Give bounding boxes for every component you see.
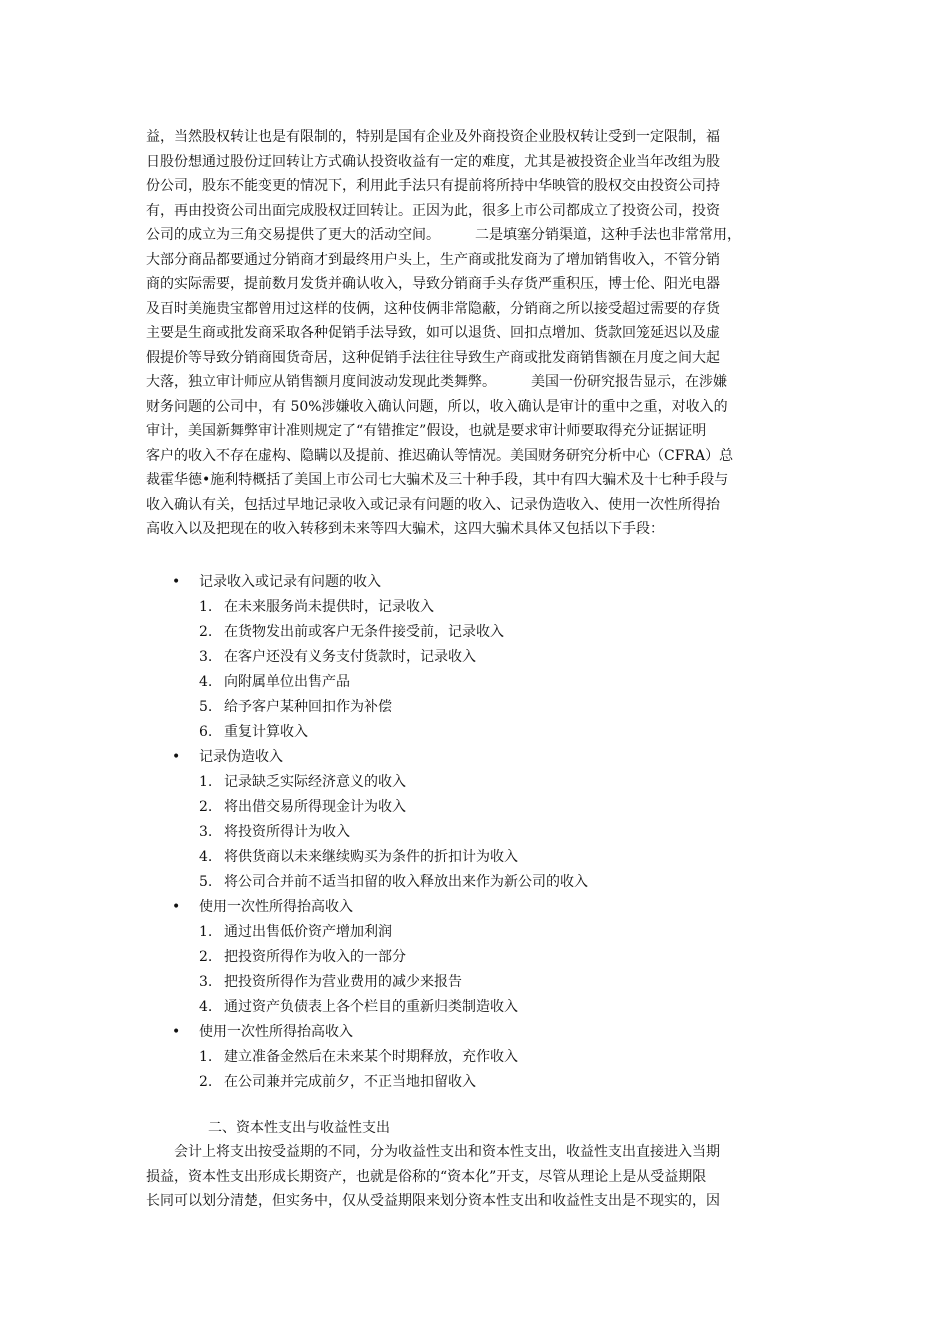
- bullet-icon: •: [172, 1024, 181, 1040]
- item-number: 3.: [199, 974, 213, 990]
- text-line: 商的实际需要，提前数月发货并确认收入，导致分销商手头存货严重积压，博士伦、阳光电器: [146, 276, 720, 292]
- bullet-title: 记录伪造收入: [199, 749, 283, 765]
- numbered-item: [146, 1045, 818, 1070]
- item-text: 在未来服务尚未提供时，记录收入: [224, 599, 434, 615]
- fraud-techniques-list: [146, 570, 818, 1095]
- numbered-item: [146, 820, 818, 845]
- numbered-item: [146, 1070, 818, 1095]
- item-text: 在客户还没有义务支付货款时，记录收入: [224, 649, 476, 665]
- numbered-item: [146, 795, 818, 820]
- item-number: 4.: [199, 999, 213, 1015]
- text-line: 有，再由投资公司出面完成股权迂回转让。正因为此，很多上市公司都成立了投资公司，投资: [146, 202, 720, 219]
- text-line: 主要是生商或批发商采取各种促销手法导致，如可以退货、回扣点增加、货款回笼延迟以及虚: [146, 325, 720, 341]
- item-number: 6.: [199, 724, 213, 740]
- text-line: 假提价等导致分销商囤货奇居，这种促销手法往往导致生产商或批发商销售额在月度之间大起: [146, 349, 720, 366]
- item-text: 向附属单位出售产品: [224, 674, 350, 690]
- item-number: 2.: [199, 949, 213, 965]
- text-line: 公司的成立为三角交易提供了更大的活动空间。 二是填塞分销渠道，这种手法也非常常用，: [146, 227, 741, 243]
- bullet-title: 使用一次性所得抬高收入: [199, 899, 353, 915]
- text-line: 日股份想通过股份迂回转让方式确认投资收益有一定的难度，尤其是被投资企业当年改组为股: [146, 153, 720, 170]
- numbered-item: [146, 845, 818, 870]
- text-line: 损益，资本性支出形成长期资产，也就是俗称的“资本化”开支，尽管从理论上是从受益期限: [146, 1168, 707, 1185]
- bullet-item: [146, 1020, 818, 1045]
- numbered-item: [146, 995, 818, 1020]
- text-line: 长同可以划分清楚，但实务中，仅从受益期限来划分资本性支出和收益性支出是不现实的，因: [146, 1193, 720, 1209]
- text-line: 高收入以及把现在的收入转移到未来等四大骗术，这四大骗术具体又包括以下手段：: [146, 521, 664, 537]
- item-text: 把投资所得作为营业费用的减少来报告: [224, 974, 462, 990]
- text-line: 及百时美施贵宝都曾用过这样的伎俩，这种伎俩非常隐蔽，分销商之所以接受超过需要的存货: [146, 300, 720, 317]
- numbered-item: [146, 945, 818, 970]
- numbered-item: [146, 670, 818, 695]
- item-number: 2.: [199, 624, 213, 640]
- bullet-item: [146, 745, 818, 770]
- item-text: 记录缺乏实际经济意义的收入: [224, 774, 406, 790]
- text-line: 大落，独立审计师应从销售额月度间波动发现此类舞弊。 美国一份研究报告显示，在涉嫌: [146, 374, 727, 390]
- bullet-item: [146, 570, 818, 595]
- bullet-item: [146, 895, 818, 920]
- item-text: 在货物发出前或客户无条件接受前，记录收入: [224, 624, 504, 640]
- item-number: 2.: [199, 799, 213, 815]
- item-text: 重复计算收入: [224, 724, 308, 740]
- text-line: 份公司，股东不能变更的情况下，利用此手法只有提前将所持中华映管的股权交由投资公司持: [146, 178, 720, 194]
- item-number: 3.: [199, 649, 213, 665]
- item-number: 1.: [199, 599, 213, 615]
- section-heading: 二、资本性支出与收益性支出: [208, 1120, 390, 1136]
- numbered-item: [146, 870, 818, 895]
- bullet-icon: •: [172, 899, 181, 915]
- bullet-title: 使用一次性所得抬高收入: [199, 1024, 353, 1040]
- item-number: 1.: [199, 1049, 213, 1065]
- text-line: 客户的收入不存在虚构、隐瞒以及提前、推迟确认等情况。美国财务研究分析中心（CFRA）总: [146, 447, 734, 464]
- item-text: 给予客户某种回扣作为补偿: [224, 699, 392, 715]
- item-number: 1.: [199, 924, 213, 940]
- body-paragraph-2: [146, 1140, 818, 1214]
- bullet-title: 记录收入或记录有问题的收入: [199, 574, 381, 590]
- bullet-icon: •: [172, 749, 181, 765]
- item-number: 3.: [199, 824, 213, 840]
- item-number: 1.: [199, 774, 213, 790]
- text-line: 收入确认有关，包括过早地记录收入或记录有问题的收入、记录伪造收入、使用一次性所得抬: [146, 496, 720, 513]
- numbered-item: [146, 695, 818, 720]
- bullet-icon: •: [172, 574, 181, 590]
- numbered-item: [146, 920, 818, 945]
- text-line: 会计上将支出按受益期的不同，分为收益性支出和资本性支出，收益性支出直接进入当期: [146, 1144, 720, 1160]
- item-number: 2.: [199, 1074, 213, 1090]
- item-text: 建立准备金然后在未来某个时期释放，充作收入: [224, 1049, 518, 1065]
- text-line: 益，当然股权转让也是有限制的，特别是国有企业及外商投资企业股权转让受到一定限制，福: [146, 129, 720, 145]
- item-text: 把投资所得作为收入的一部分: [224, 949, 406, 965]
- numbered-item: [146, 620, 818, 645]
- body-paragraph-1: [146, 125, 818, 542]
- item-text: 将出借交易所得现金计为收入: [224, 799, 406, 815]
- item-text: 通过出售低价资产增加利润: [224, 924, 392, 940]
- text-line: 审计，美国新舞弊审计准则规定了“有错推定”假设，也就是要求审计师要取得充分证据证明: [146, 423, 707, 439]
- item-text: 将投资所得计为收入: [224, 824, 350, 840]
- item-number: 5.: [199, 699, 213, 715]
- item-text: 在公司兼并完成前夕，不正当地扣留收入: [224, 1074, 476, 1090]
- numbered-item: [146, 970, 818, 995]
- text-line: 裁霍华德•施利特概括了美国上市公司七大骗术及三十种手段，其中有四大骗术及十七种手段与: [146, 472, 729, 488]
- item-number: 4.: [199, 849, 213, 865]
- item-text: 将供货商以未来继续购买为条件的折扣计为收入: [224, 849, 518, 865]
- text-line: 大部分商品都要通过分销商才到最终用户头上，生产商或批发商为了增加销售收入，不管分销: [146, 251, 720, 268]
- numbered-item: [146, 595, 818, 620]
- item-number: 5.: [199, 874, 213, 890]
- item-number: 4.: [199, 674, 213, 690]
- item-text: 将公司合并前不适当扣留的收入释放出来作为新公司的收入: [224, 874, 588, 890]
- item-text: 通过资产负债表上各个栏目的重新归类制造收入: [224, 999, 518, 1015]
- numbered-item: [146, 770, 818, 795]
- numbered-item: [146, 720, 818, 745]
- numbered-item: [146, 645, 818, 670]
- text-line: 财务问题的公司中，有 50%涉嫌收入确认问题，所以，收入确认是审计的重中之重，对收入的: [146, 398, 728, 415]
